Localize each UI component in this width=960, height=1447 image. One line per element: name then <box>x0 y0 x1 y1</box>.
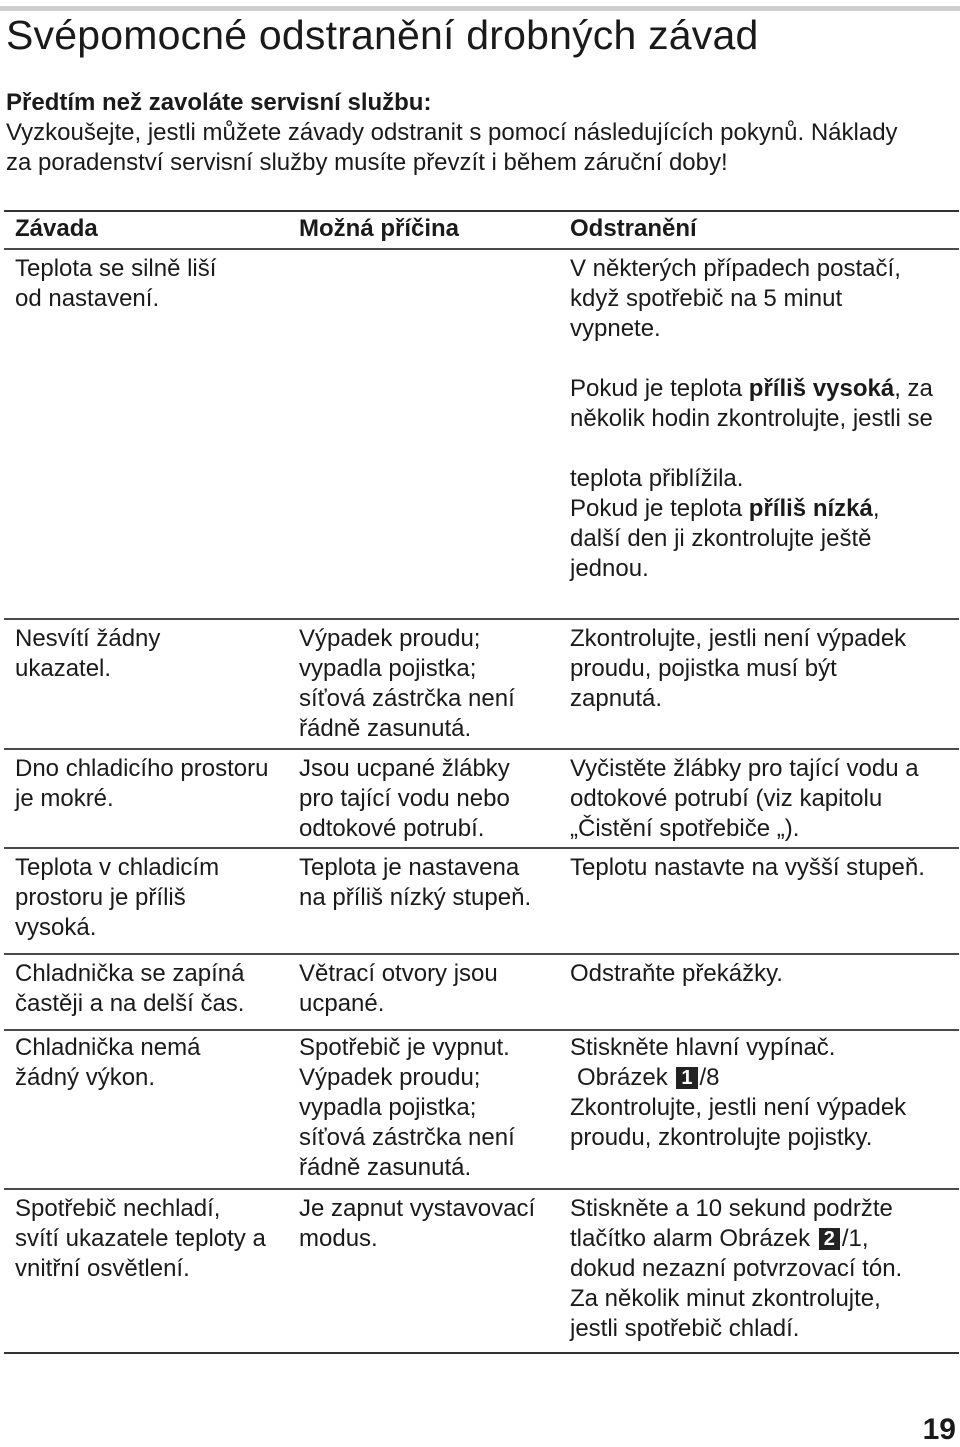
fault-cell: Spotřebič nechladí, svítí ukazatele teploty a vnitřní osvětlení. <box>15 1195 266 1282</box>
fault-cell: Teplota v chladicím prostoru je příliš vysoká. <box>15 854 220 941</box>
column-header-remedy: Odstranění <box>570 215 697 242</box>
page-number: 19 <box>922 1413 956 1446</box>
row-divider <box>4 953 959 955</box>
remedy-cell: Stiskněte hlavní vypínač. Obrázek 1 /8 Zkontrolujte, jestli není výpadek proudu, zkontrolujte pojistky. <box>570 1034 907 1151</box>
intro-line: Vyzkoušejte, jestli můžete závady odstranit s pomocí následujících pokynů. Náklady <box>6 119 898 146</box>
column-header-cause: Možná příčina <box>299 215 460 242</box>
fault-cell: Dno chladicího prostoru je mokré. <box>15 755 269 812</box>
remedy-cell: Vyčistěte žlábky pro tající vodu a odtokové potrubí (viz kapitolu „Čistění spotřebiče „). <box>570 755 919 842</box>
fault-cell: Chladnička nemá žádný výkon. <box>15 1034 201 1091</box>
intro-line: za poradenství servisní služby musíte převzít i během záruční doby! <box>6 149 728 176</box>
figure-reference: Obrázek 1 /8 <box>577 1064 720 1091</box>
table-top-rule <box>4 210 959 212</box>
table-bottom-rule <box>4 1352 959 1354</box>
fault-cell: Chladnička se zapíná častěji a na delší čas. <box>15 960 245 1017</box>
column-header-fault: Závada <box>15 215 98 242</box>
top-rule <box>0 6 960 11</box>
remedy-cell-note: teplota přiblížila. Pokud je teplota příliš nízká, další den ji zkontrolujte ještě jednou. <box>570 465 880 582</box>
remedy-cell-note: Pokud je teplota příliš vysoká, za několik hodin zkontrolujte, jestli se <box>570 375 933 432</box>
remedy-cell: V některých případech postačí, když spotřebič na 5 minut vypnete. <box>570 255 901 342</box>
remedy-cell: Teplotu nastavte na vyšší stupeň. <box>570 854 925 881</box>
cause-cell: Spotřebič je vypnut. Výpadek proudu; vypadla pojistka; síťová zástrčka není řádně zasunutá. <box>299 1034 515 1181</box>
page-title: Svépomocné odstranění drobných závad <box>6 12 759 58</box>
remedy-cell: Zkontrolujte, jestli není výpadek proudu, pojistka musí být zapnutá. <box>570 625 907 712</box>
remedy-cell: Stiskněte a 10 sekund podržte tlačítko alarm Obrázek 2 /1, dokud nezazní potvrzovací tón. Za několik minut zkontrolujte, jestli spotřebič chladí. <box>570 1195 903 1342</box>
row-divider <box>4 847 959 849</box>
table-header-rule <box>4 248 959 250</box>
row-divider <box>4 1029 959 1031</box>
cause-cell: Větrací otvory jsou ucpané. <box>299 960 498 1017</box>
intro <box>6 88 956 178</box>
figure-reference: tlačítko alarm Obrázek 2 /1, <box>570 1225 869 1252</box>
intro-lead: Předtím než zavoláte servisní službu: <box>6 89 432 116</box>
remedy-cell: Odstraňte překážky. <box>570 960 783 987</box>
cause-cell: Je zapnut vystavovací modus. <box>299 1195 536 1252</box>
figure-number-badge: 1 <box>676 1067 697 1089</box>
cause-cell: Teplota je nastavena na příliš nízký stupeň. <box>299 854 532 911</box>
figure-number-badge: 2 <box>819 1228 840 1250</box>
cause-cell: Výpadek proudu; vypadla pojistka; síťová zástrčka není řádně zasunutá. <box>299 625 515 742</box>
fault-cell: Teplota se silně liší od nastavení. <box>15 255 217 312</box>
row-divider <box>4 618 959 620</box>
row-divider <box>4 1188 959 1190</box>
row-divider <box>4 748 959 750</box>
cause-cell: Jsou ucpané žlábky pro tající vodu nebo odtokové potrubí. <box>299 755 510 842</box>
fault-cell: Nesvítí žádny ukazatel. <box>15 625 161 682</box>
